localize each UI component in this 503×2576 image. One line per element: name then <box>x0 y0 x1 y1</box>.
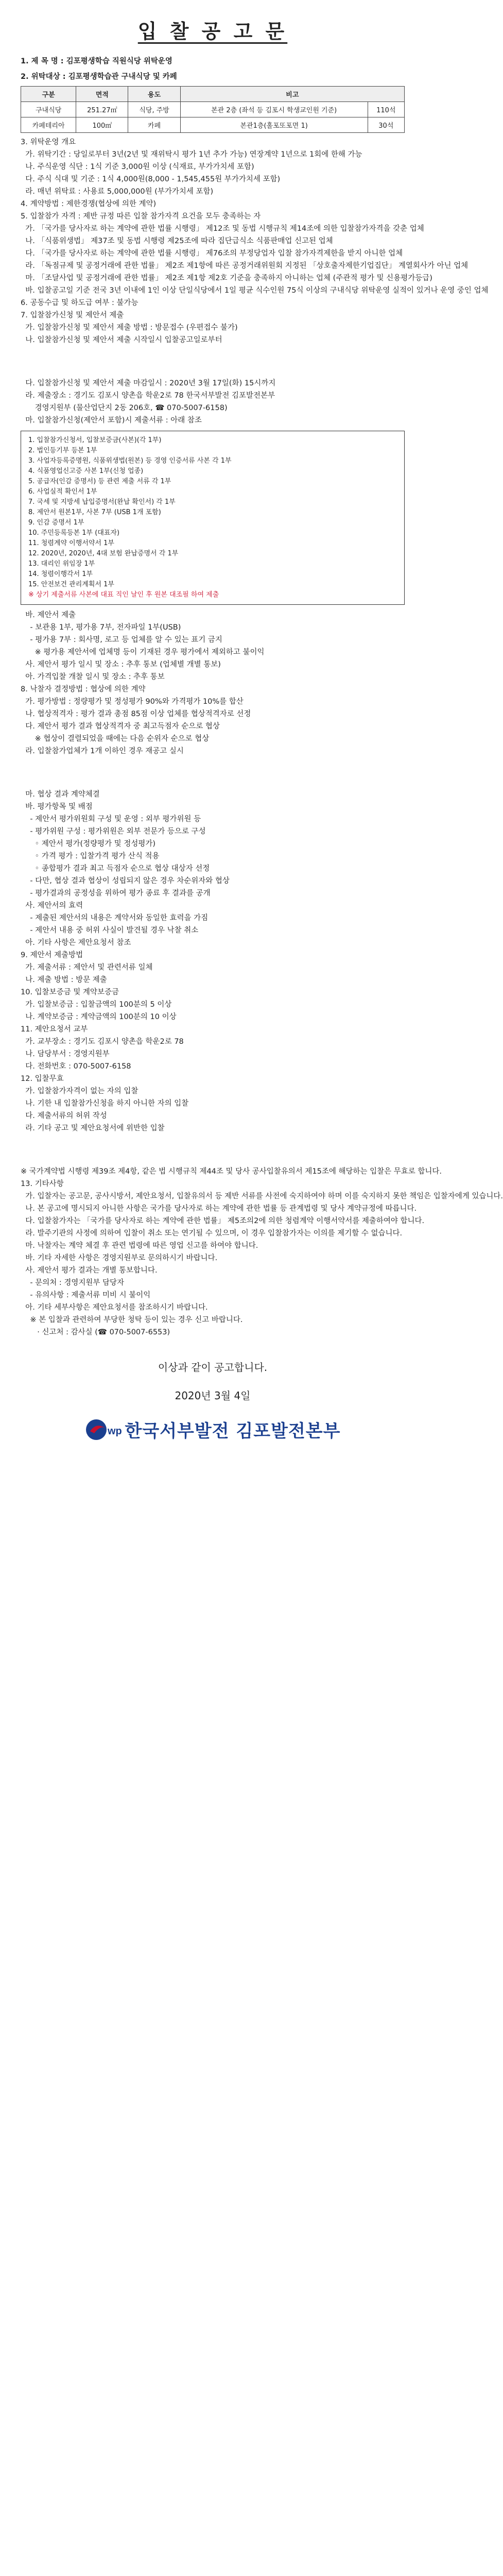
text-line: 8. 낙찰자 결정방법 : 협상에 의한 계약 <box>21 685 146 693</box>
text-line: 사. 제안서의 효력 <box>21 902 83 910</box>
table-row <box>21 117 405 133</box>
table-header-cell: 비고 <box>180 87 404 102</box>
announcement-date: 2020년 3월 4일 <box>175 1389 251 1402</box>
table-cell: 30석 <box>368 117 404 133</box>
announcement-page <box>0 15 503 2576</box>
document-list-item: 12. 2020년, 2020년, 4대 보험 완납증명서 각 1부 <box>28 550 179 557</box>
text-line: 가. 입찰참가신청 및 제안서 제출 방법 : 방문접수 (우편접수 불가) <box>21 324 238 332</box>
text-line: 바. 제안서 제출 <box>21 611 76 619</box>
text-line: 가. 제출서류 : 제안서 및 관련서류 일체 <box>21 963 153 972</box>
document-list-item: 1. 입찰참가신청서, 입찰보증금(사본)(각 1부) <box>28 436 162 444</box>
page-title: 입 찰 공 고 문 <box>137 20 288 43</box>
svg-text:wp: wp <box>107 1425 122 1437</box>
document-list-item: 7. 국세 및 지방세 납입증명서(완납 확인서) 각 1부 <box>28 498 176 506</box>
text-line: 다. 전화번호 : 070-5007-6158 <box>21 1062 131 1071</box>
table-cell: 카페테리아 <box>21 117 76 133</box>
text-line: 3. 위탁운영 개요 <box>21 138 76 146</box>
section-target: 2. 위탁대상 : 김포평생학습관 구내식당 및 카페 <box>21 73 177 81</box>
text-line: - 유의사항 : 제출서류 미비 시 불이익 <box>21 1291 151 1299</box>
table-cell: 110석 <box>368 102 404 117</box>
text-line: 다. 「국가를 당사자로 하는 계약에 관한 법률 시행령」 제76조의 부정당업자 입찰 참가자격제한을 받지 아니한 업체 <box>21 249 403 258</box>
text-line: 7. 입찰참가신청 및 제안서 제출 <box>21 311 124 319</box>
text-line: 다. 제안서 평가 결과 협상적격자 중 최고득점자 순으로 협상 <box>21 722 220 731</box>
text-line: 가. 교부장소 : 경기도 김포시 양촌읍 학운2로 78 <box>21 1038 184 1046</box>
required-documents-box <box>21 431 405 605</box>
text-line: 나. 「식품위생법」 제37조 및 동법 시행령 제25조에 따라 집단급식소 식품판매업 신고된 업체 <box>21 237 333 245</box>
text-line: - 문의처 : 경영지원부 담당자 <box>21 1279 125 1287</box>
text-line: 마. 「조달사업 및 공정거래에 관한 법률」 제2조 제1항 제2호 기준을 충족하지 아니하는 업체 (주관적 평가 및 신용평가등급) <box>21 274 432 282</box>
document-list-item: 11. 청렴계약 이행서약서 1부 <box>28 539 114 547</box>
section-evaluation-block <box>21 609 405 757</box>
text-line: 가. 입찰참가자격이 없는 자의 입찰 <box>21 1087 138 1095</box>
text-line: 4. 계약방법 : 제한경쟁(협상에 의한 계약) <box>21 200 157 208</box>
text-line: 다. 주식 식대 및 기준 : 1식 4,000원(8,000 - 1,545,455원 부가가치세 포함) <box>21 175 281 183</box>
text-line: - 평가용 7부 : 회사명, 로고 등 업체를 알 수 있는 표기 금지 <box>21 636 222 644</box>
document-list-item: 10. 주민등록등본 1부 (대표자) <box>28 529 120 537</box>
text-line: ◦ 제안서 평가(정량평가 및 정성평가) <box>21 840 156 848</box>
text-line: 라. 「독점규제 및 공정거래에 관한 법률」 제2조 제1항에 따른 공정거래위원회 지정된 「상호출자제한기업집단」 계열회사가 아닌 업체 <box>21 262 469 270</box>
text-line: 마. 낙찰자는 계약 체결 후 관련 법령에 따른 영업 신고를 하여야 합니다. <box>21 1242 258 1250</box>
text-line: · 신고처 : 감사실 (☎ 070-5007-6553) <box>21 1328 170 1336</box>
text-line: 11. 제안요청서 교부 <box>21 1025 88 1033</box>
text-line: - 평가결과의 공정성을 위하여 평가 종료 후 결과를 공개 <box>21 889 211 897</box>
text-line: ※ 평가용 제안서에 업체명 등이 기재된 경우 평가에서 제외하고 불이익 <box>21 648 265 656</box>
text-line: 경영지원부 (물산업단지 2동 206호, ☎ 070-5007-6158) <box>21 404 228 412</box>
text-line: 나. 협상적격자 : 평가 결과 총점 85점 이상 업체를 협상적격자로 선정 <box>21 710 251 718</box>
text-line: 나. 담당부서 : 경영지원부 <box>21 1050 110 1058</box>
document-list-item: 6. 사업실적 확인서 1부 <box>28 488 97 496</box>
text-line: 나. 기한 내 입찰참가신청을 하지 아니한 자의 입찰 <box>21 1099 189 1108</box>
section-misc-block <box>21 1165 503 1338</box>
text-line: - 제출된 제안서의 내용은 계약서와 동일한 효력을 가짐 <box>21 914 209 922</box>
document-list-item: 3. 사업자등록증명원, 식품위생법(원본) 등 경영 인증서류 사본 각 1부 <box>28 457 232 465</box>
text-line: 나. 주식운영 식단 : 1식 기준 3,000원 이상 (식재료, 부가가치세 포함) <box>21 163 254 171</box>
text-line: 바. 입찰공고일 기준 전국 3년 이내에 1인 이상 단일식당에서 1일 평균 식수인원 75식 이상의 구내식당 위탁운영 실적이 있거나 운영 중인 업체 <box>21 286 489 295</box>
text-line: ◦ 가격 평가 : 입찰가격 평가 산식 적용 <box>21 852 160 860</box>
text-line: ※ 본 입찰과 관련하여 부당한 청탁 등이 있는 경우 신고 바랍니다. <box>21 1316 243 1324</box>
table-cell: 본관 2층 (좌석 등 김포시 학생교인원 기준) <box>180 102 368 117</box>
document-list-item: 13. 대리인 위임장 1부 <box>28 560 95 568</box>
text-line: 가. 위탁기간 : 당일로부터 3년(2년 및 재위탁시 평가 1년 추가 가능) 연장계약 1년으로 1회에 한해 가능 <box>21 150 362 159</box>
text-line: 10. 입찰보증금 및 계약보증금 <box>21 988 119 996</box>
text-line: 라. 입찰참가업체가 1개 이하인 경우 재공고 실시 <box>21 747 184 755</box>
table-header-row <box>21 87 405 102</box>
text-line: 바. 기타 자세한 사항은 경영지원부로 문의하시기 바랍니다. <box>21 1254 218 1262</box>
text-line: - 제안서 내용 중 허위 사실이 발견될 경우 낙찰 취소 <box>21 926 199 935</box>
text-line: 나. 계약보증금 : 계약금액의 100분의 10 이상 <box>21 1013 177 1021</box>
text-line: - 다만, 협상 결과 협상이 성립되지 않은 경우 차순위자와 협상 <box>21 877 230 885</box>
organization-name: 한국서부발전 김포발전본부 <box>125 1421 341 1442</box>
text-line: - 평가위원 구성 : 평가위원은 외부 전문가 등으로 구성 <box>21 827 206 836</box>
text-line: 가. 평가방법 : 정량평가 및 정성평가 90%와 가격평가 10%를 합산 <box>21 698 244 706</box>
text-line: 나. 본 공고에 명시되지 아니한 사항은 국가를 당사자로 하는 계약에 관한 법률 등 관계법령 및 당사 계약규정에 따릅니다. <box>21 1205 417 1213</box>
table-header-cell: 용도 <box>128 87 180 102</box>
text-line: 가. 「국가를 당사자로 하는 계약에 관한 법률 시행령」 제12조 및 동법 시행규칙 제14조에 의한 입찰참가자격을 갖춘 업체 <box>21 225 424 233</box>
closing-statement: 이상과 같이 공고합니다. <box>158 1361 268 1374</box>
document-list-item: 8. 제안서 원본1부, 사본 7부 (USB 1개 포함) <box>28 509 161 516</box>
document-list-item: 14. 청렴이행각서 1부 <box>28 570 93 578</box>
documents-note: ※ 상기 제출서류 사본에 대표 직인 날인 후 원본 대조필 하여 제출 <box>28 591 219 599</box>
section-procedure-block <box>21 788 405 1134</box>
section-submission-block <box>21 377 405 427</box>
table-cell: 카페 <box>128 117 180 133</box>
table-cell: 식당, 주방 <box>128 102 180 117</box>
table-header-cell: 면적 <box>76 87 128 102</box>
text-line: 라. 제출장소 : 경기도 김포시 양촌읍 학운2로 78 한국서부발전 김포발전본부 <box>21 392 275 400</box>
text-line: 6. 공동수급 및 하도급 여부 : 불가능 <box>21 299 138 307</box>
document-list-item: 15. 안전보건 관리계획서 1부 <box>28 581 114 588</box>
text-line: ※ 국가계약법 시행령 제39조 제4항, 같은 법 시행규칙 제44조 및 당사 공사입찰유의서 제15조에 해당하는 입찰은 무효로 합니다. <box>21 1167 442 1176</box>
text-line: 아. 기타 세부사항은 제안요청서를 참조하시기 바랍니다. <box>21 1303 208 1312</box>
text-line: 라. 발주기관의 사정에 의하여 입찰이 취소 또는 연기될 수 있으며, 이 경우 입찰참가자는 이의를 제기할 수 없습니다. <box>21 1229 403 1238</box>
facility-table <box>21 86 405 133</box>
text-line: 다. 제출서류의 허위 작성 <box>21 1112 107 1120</box>
text-line: 다. 입찰참가자는 「국가를 당사자로 하는 계약에 관한 법률」 제5조의2에 의한 청렴계약 이행서약서를 제출하여야 합니다. <box>21 1217 425 1225</box>
text-line: 아. 가격입찰 개찰 일시 및 장소 : 추후 통보 <box>21 673 165 681</box>
text-line: 나. 제출 방법 : 방문 제출 <box>21 976 107 984</box>
kowepo-logo-icon <box>85 1418 122 1442</box>
table-cell: 구내식당 <box>21 102 76 117</box>
document-list-item: 9. 인감 증명서 1부 <box>28 519 84 527</box>
table-cell: 251.27㎡ <box>76 102 128 117</box>
document-list-item: 4. 식품영업신고증 사본 1부(신청 업종) <box>28 467 144 475</box>
text-line: 가. 입찰보증금 : 입찰금액의 100분의 5 이상 <box>21 1001 172 1009</box>
text-line: ◦ 종합평가 결과 최고 득점자 순으로 협상 대상자 선정 <box>21 865 210 873</box>
text-line: - 보관용 1부, 평가용 7부, 전자파일 1부(USB) <box>21 623 181 632</box>
table-cell: 본관1층(홀포또포면 1) <box>180 117 368 133</box>
text-line: 9. 제안서 제출방법 <box>21 951 83 959</box>
required-documents-list <box>28 435 397 590</box>
text-line: 13. 기타사항 <box>21 1180 64 1188</box>
text-line: 나. 입찰참가신청 및 제안서 제출 시작일시 입찰공고일로부터 <box>21 336 222 344</box>
text-line: 다. 입찰참가신청 및 제안서 제출 마감일시 : 2020년 3월 17일(화) 15시까지 <box>21 379 276 387</box>
document-list-item: 5. 공급자(인감 증명서) 등 관련 제출 서류 각 1부 <box>28 478 171 485</box>
table-header-cell: 구분 <box>21 87 76 102</box>
text-line: 5. 입찰참가 자격 : 제반 규정 따른 입찰 참가자격 요건을 모두 충족하는 자 <box>21 212 261 221</box>
text-line: 마. 협상 결과 계약체결 <box>21 790 100 799</box>
section-title-name: 1. 제 목 명 : 김포평생학습 직원식당 위탁운영 <box>21 57 172 65</box>
text-line: 마. 입찰참가신청(제안서 포함)시 제출서류 : 아래 참조 <box>21 416 202 425</box>
section-overview-block <box>21 136 489 346</box>
table-cell: 100㎡ <box>76 117 128 133</box>
document-list-item: 2. 법인등기부 등본 1부 <box>28 447 97 454</box>
table-row <box>21 102 405 117</box>
text-line: 바. 평가항목 및 배점 <box>21 803 93 811</box>
text-line: 사. 제안서 평가 결과는 개별 통보합니다. <box>21 1266 158 1275</box>
text-line: 라. 매년 위탁료 : 사용료 5,000,000원 (부가가치세 포함) <box>21 188 214 196</box>
text-line: 가. 입찰자는 공고문, 공사시방서, 제안요청서, 입찰유의서 등 제반 서류를 사전에 숙지하여야 하며 이를 숙지하지 못한 책임은 입찰자에게 있습니다. <box>21 1192 503 1200</box>
text-line: 라. 기타 공고 및 제안요청서에 위반한 입찰 <box>21 1124 165 1132</box>
text-line: 아. 기타 사항은 제안요청서 참조 <box>21 939 131 947</box>
text-line: 12. 입찰무효 <box>21 1075 64 1083</box>
text-line: 사. 제안서 평가 일시 및 장소 : 추후 통보 (업체별 개별 통보) <box>21 660 221 669</box>
text-line: - 제안서 평가위원회 구성 및 운영 : 외부 평가위원 등 <box>21 815 201 823</box>
text-line: ※ 협상이 결렬되었을 때에는 다음 순위자 순으로 협상 <box>21 735 210 743</box>
organization-signature <box>21 1417 405 1442</box>
